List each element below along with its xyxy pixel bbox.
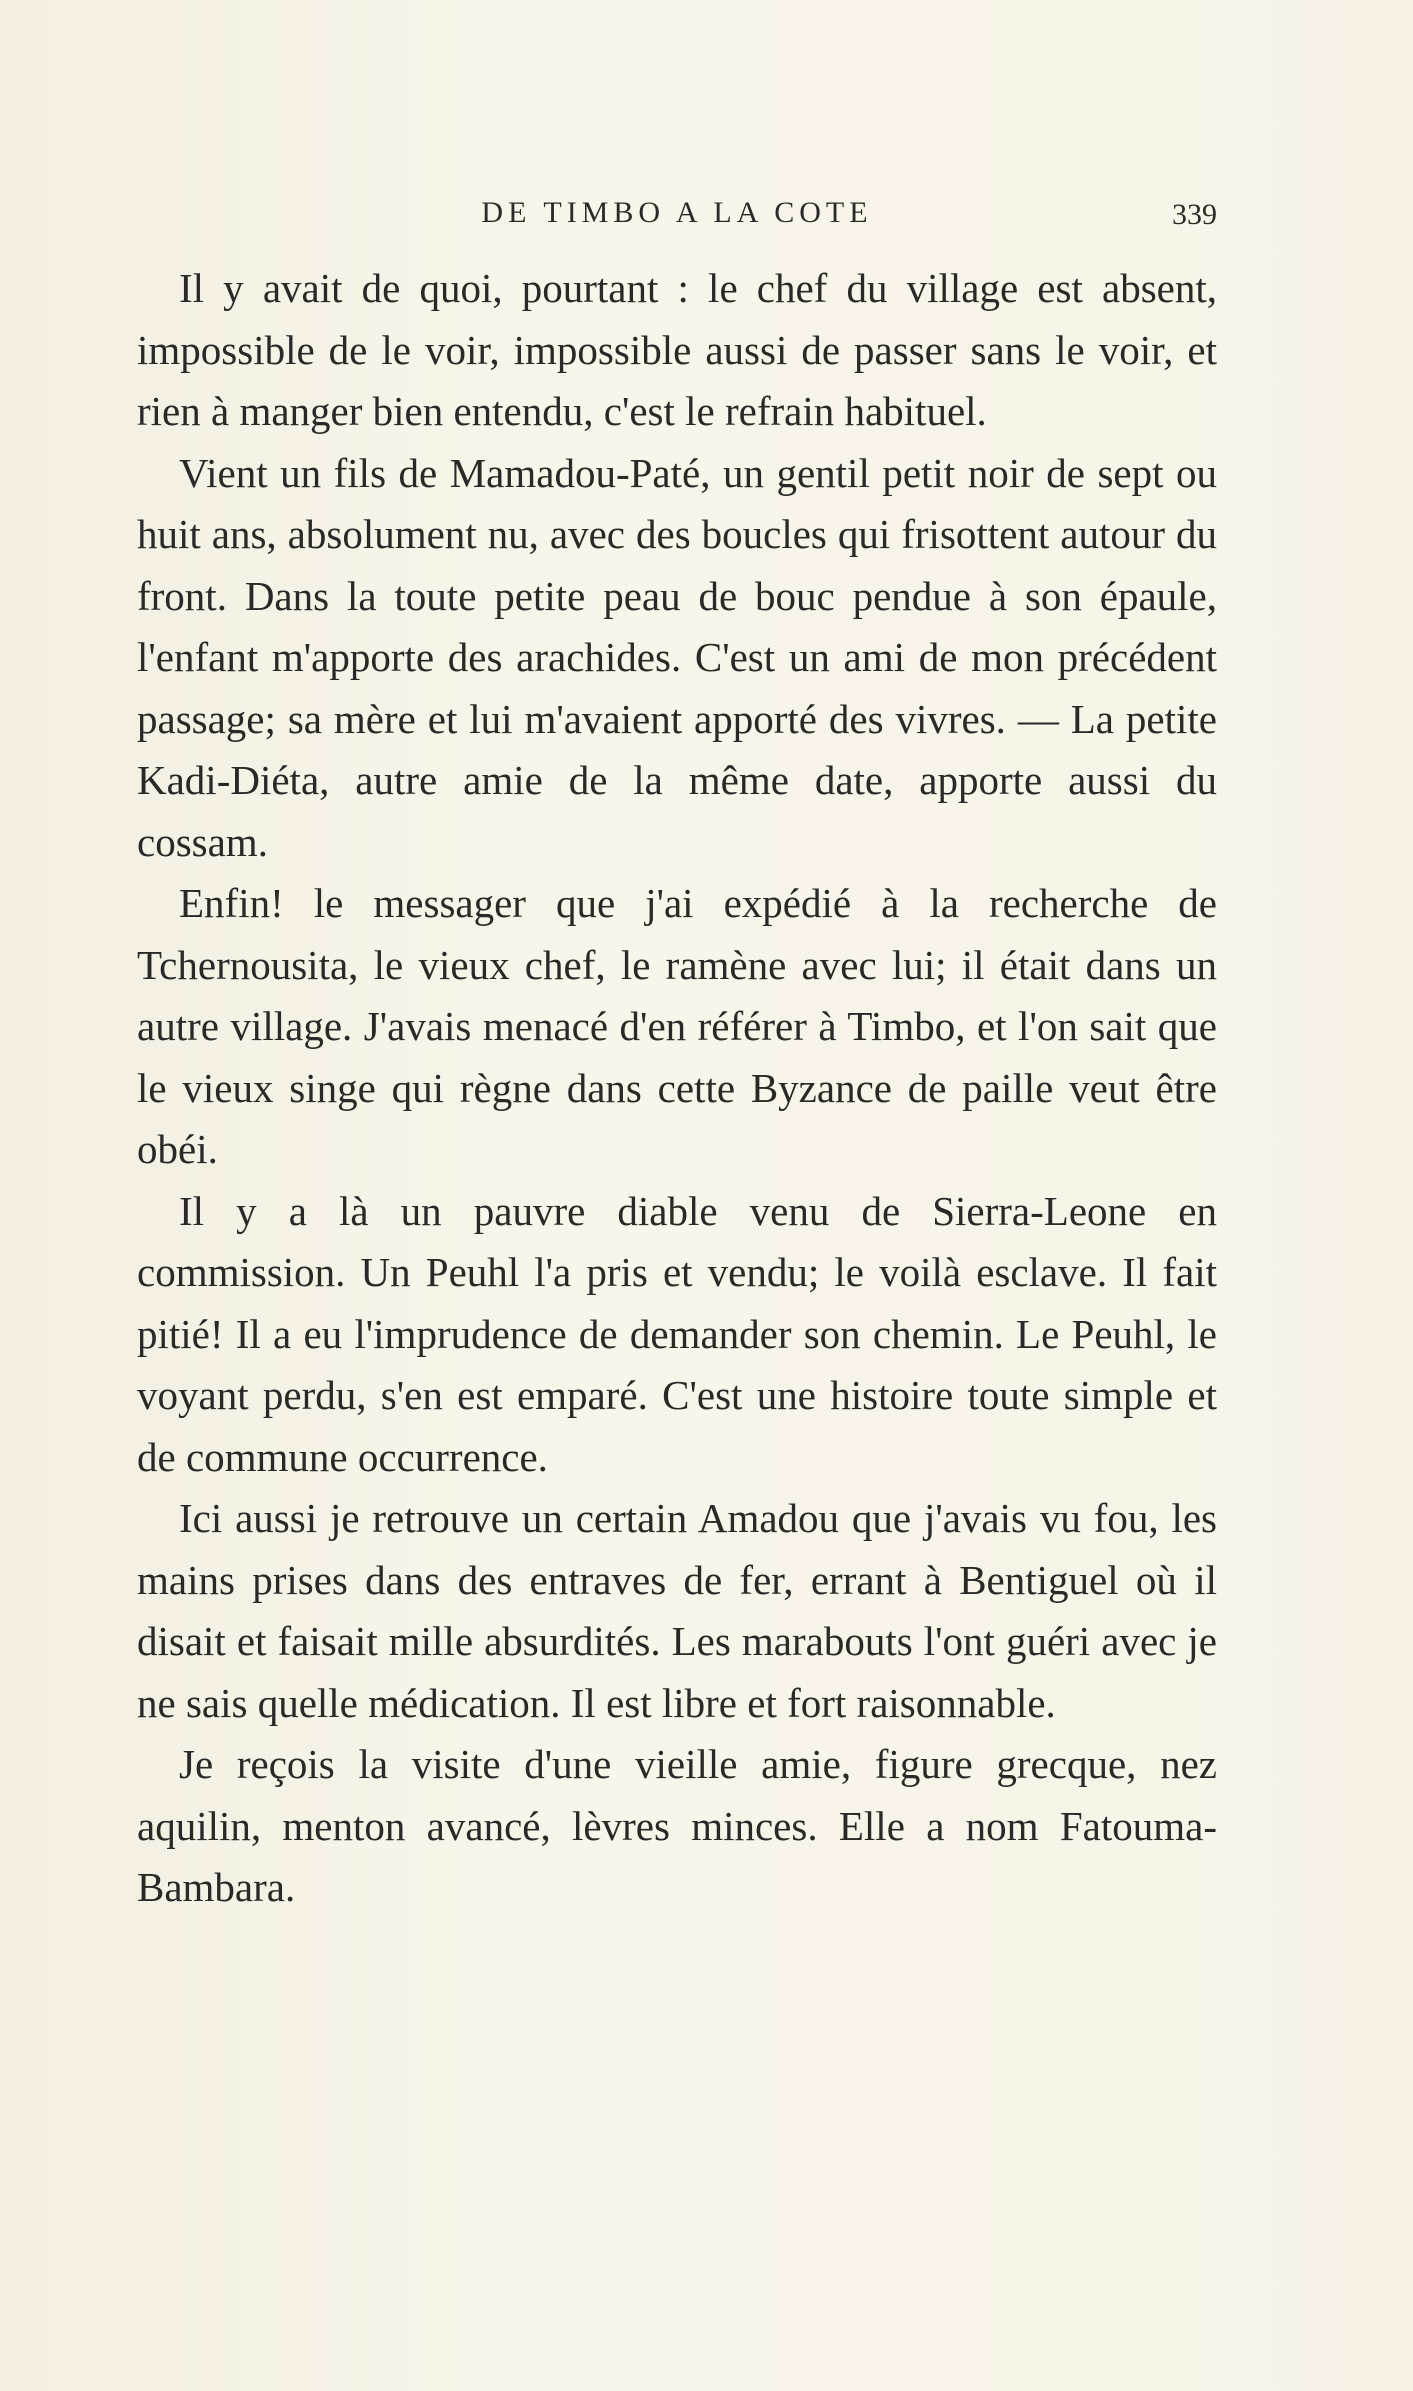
page-header: [137, 196, 1217, 236]
paragraph: Je reçois la visite d'une vieille amie, figure grecque, nez aquilin, menton avancé, lèvres minces. Elle a nom Fatouma-Bambara.: [137, 1741, 1217, 1910]
body-text: [137, 258, 1217, 1919]
paragraph: Il y a là un pauvre diable venu de Sierra-Leone en commission. Un Peuhl l'a pris et vendu; le voilà esclave. Il fait pitié! Il a eu l'imprudence de demander son chemin. Le Peuhl, le voyant perdu, s'en est emparé. C'est une histoire toute simple et de commune occurrence.: [137, 1187, 1217, 1480]
running-title: DE TIMBO A LA COTE: [481, 196, 873, 229]
paragraph: Enfin! le messager que j'ai expédié à la recherche de Tchernousita, le vieux chef, le ramène avec lui; il était dans un autre village. J'avais menacé d'en référer à Timbo, et l'on sait que le vieux singe qui règne dans cette Byzance de paille veut être obéi.: [137, 880, 1217, 1172]
page-number: 339: [1172, 198, 1217, 231]
paragraph: Ici aussi je retrouve un certain Amadou que j'avais vu fou, les mains prises dans des entraves de fer, errant à Bentiguel où il disait et faisait mille absurdités. Les marabouts l'ont guéri avec je ne sais quelle médication. Il est libre et fort raisonnable.: [137, 1495, 1217, 1726]
paragraph: Vient un fils de Mamadou-Paté, un gentil petit noir de sept ou huit ans, absolument nu, avec des boucles qui frisottent autour du front. Dans la toute petite peau de bouc pendue à son épaule, l'enfant m'apporte des arachides. C'est un ami de mon précédent passage; sa mère et lui m'avaient apporté des vivres. — La petite Kadi-Diéta, autre amie de la même date, apporte aussi du cossam.: [137, 449, 1217, 865]
paragraph: Il y avait de quoi, pourtant : le chef du village est absent, impossible de le voir, impossible aussi de passer sans le voir, et rien à manger bien entendu, c'est le refrain habituel.: [137, 265, 1217, 434]
